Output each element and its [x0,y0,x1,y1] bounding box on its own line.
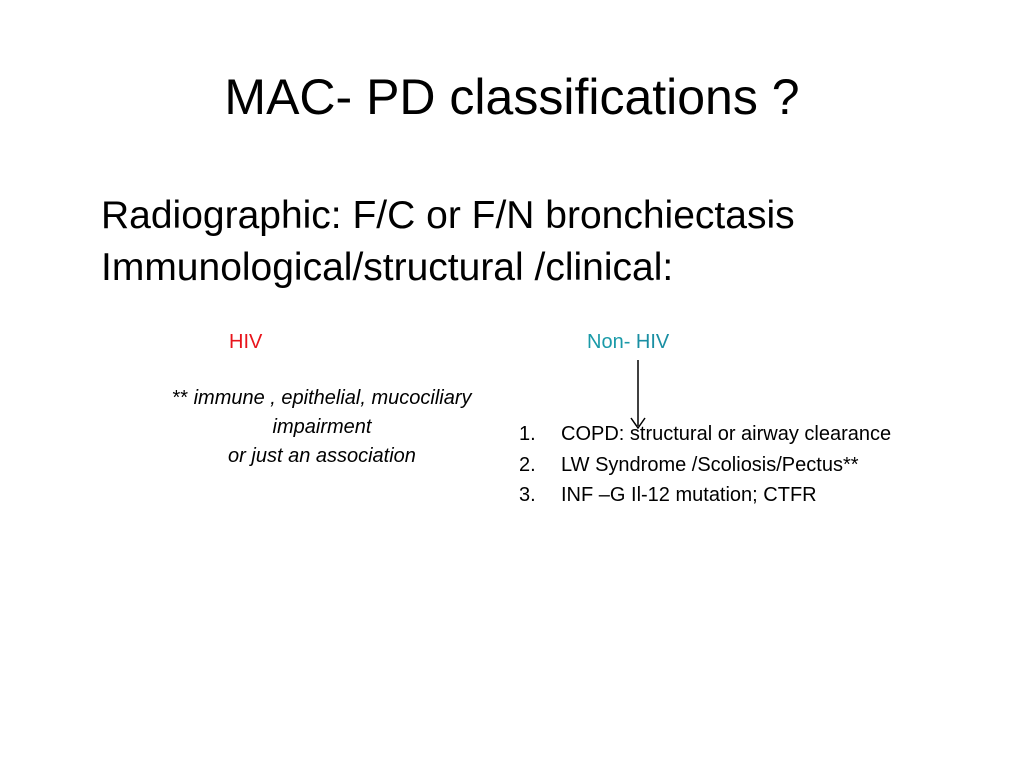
non-hiv-list [519,419,919,511]
slide-title: MAC- PD classifications ? [224,69,800,125]
non-hiv-label-part1: Non- [587,331,631,353]
list-item-number: 3. [519,484,536,506]
list-item [519,450,919,481]
list-item [519,419,919,450]
hiv-note-line1 [106,384,538,413]
hiv-label: HIV [229,331,263,353]
hiv-note-text1: immune , epithelial, mucociliary [193,387,472,409]
list-item-number: 1. [519,423,536,445]
list-item-text: INF –G Il-12 mutation; CTFR [561,484,817,506]
list-item-text: LW Syndrome /Scoliosis/Pectus** [561,453,859,476]
radiographic-line: Radiographic: F/C or F/N bronchiectasis [101,194,795,237]
hiv-note [106,384,538,471]
immunological-line: Immunological/structural /clinical: [101,246,674,289]
hiv-note-line2: impairment [272,416,372,438]
non-hiv-label [587,329,669,355]
main-text-block [101,190,795,294]
list-item-text: COPD: structural or airway clearance [561,423,892,445]
list-item-number: 2. [519,453,536,476]
hiv-note-line3: or just an association [228,445,416,467]
list-item [519,480,919,511]
non-hiv-label-part2: HIV [630,331,670,353]
hiv-note-prefix: ** [172,387,194,409]
